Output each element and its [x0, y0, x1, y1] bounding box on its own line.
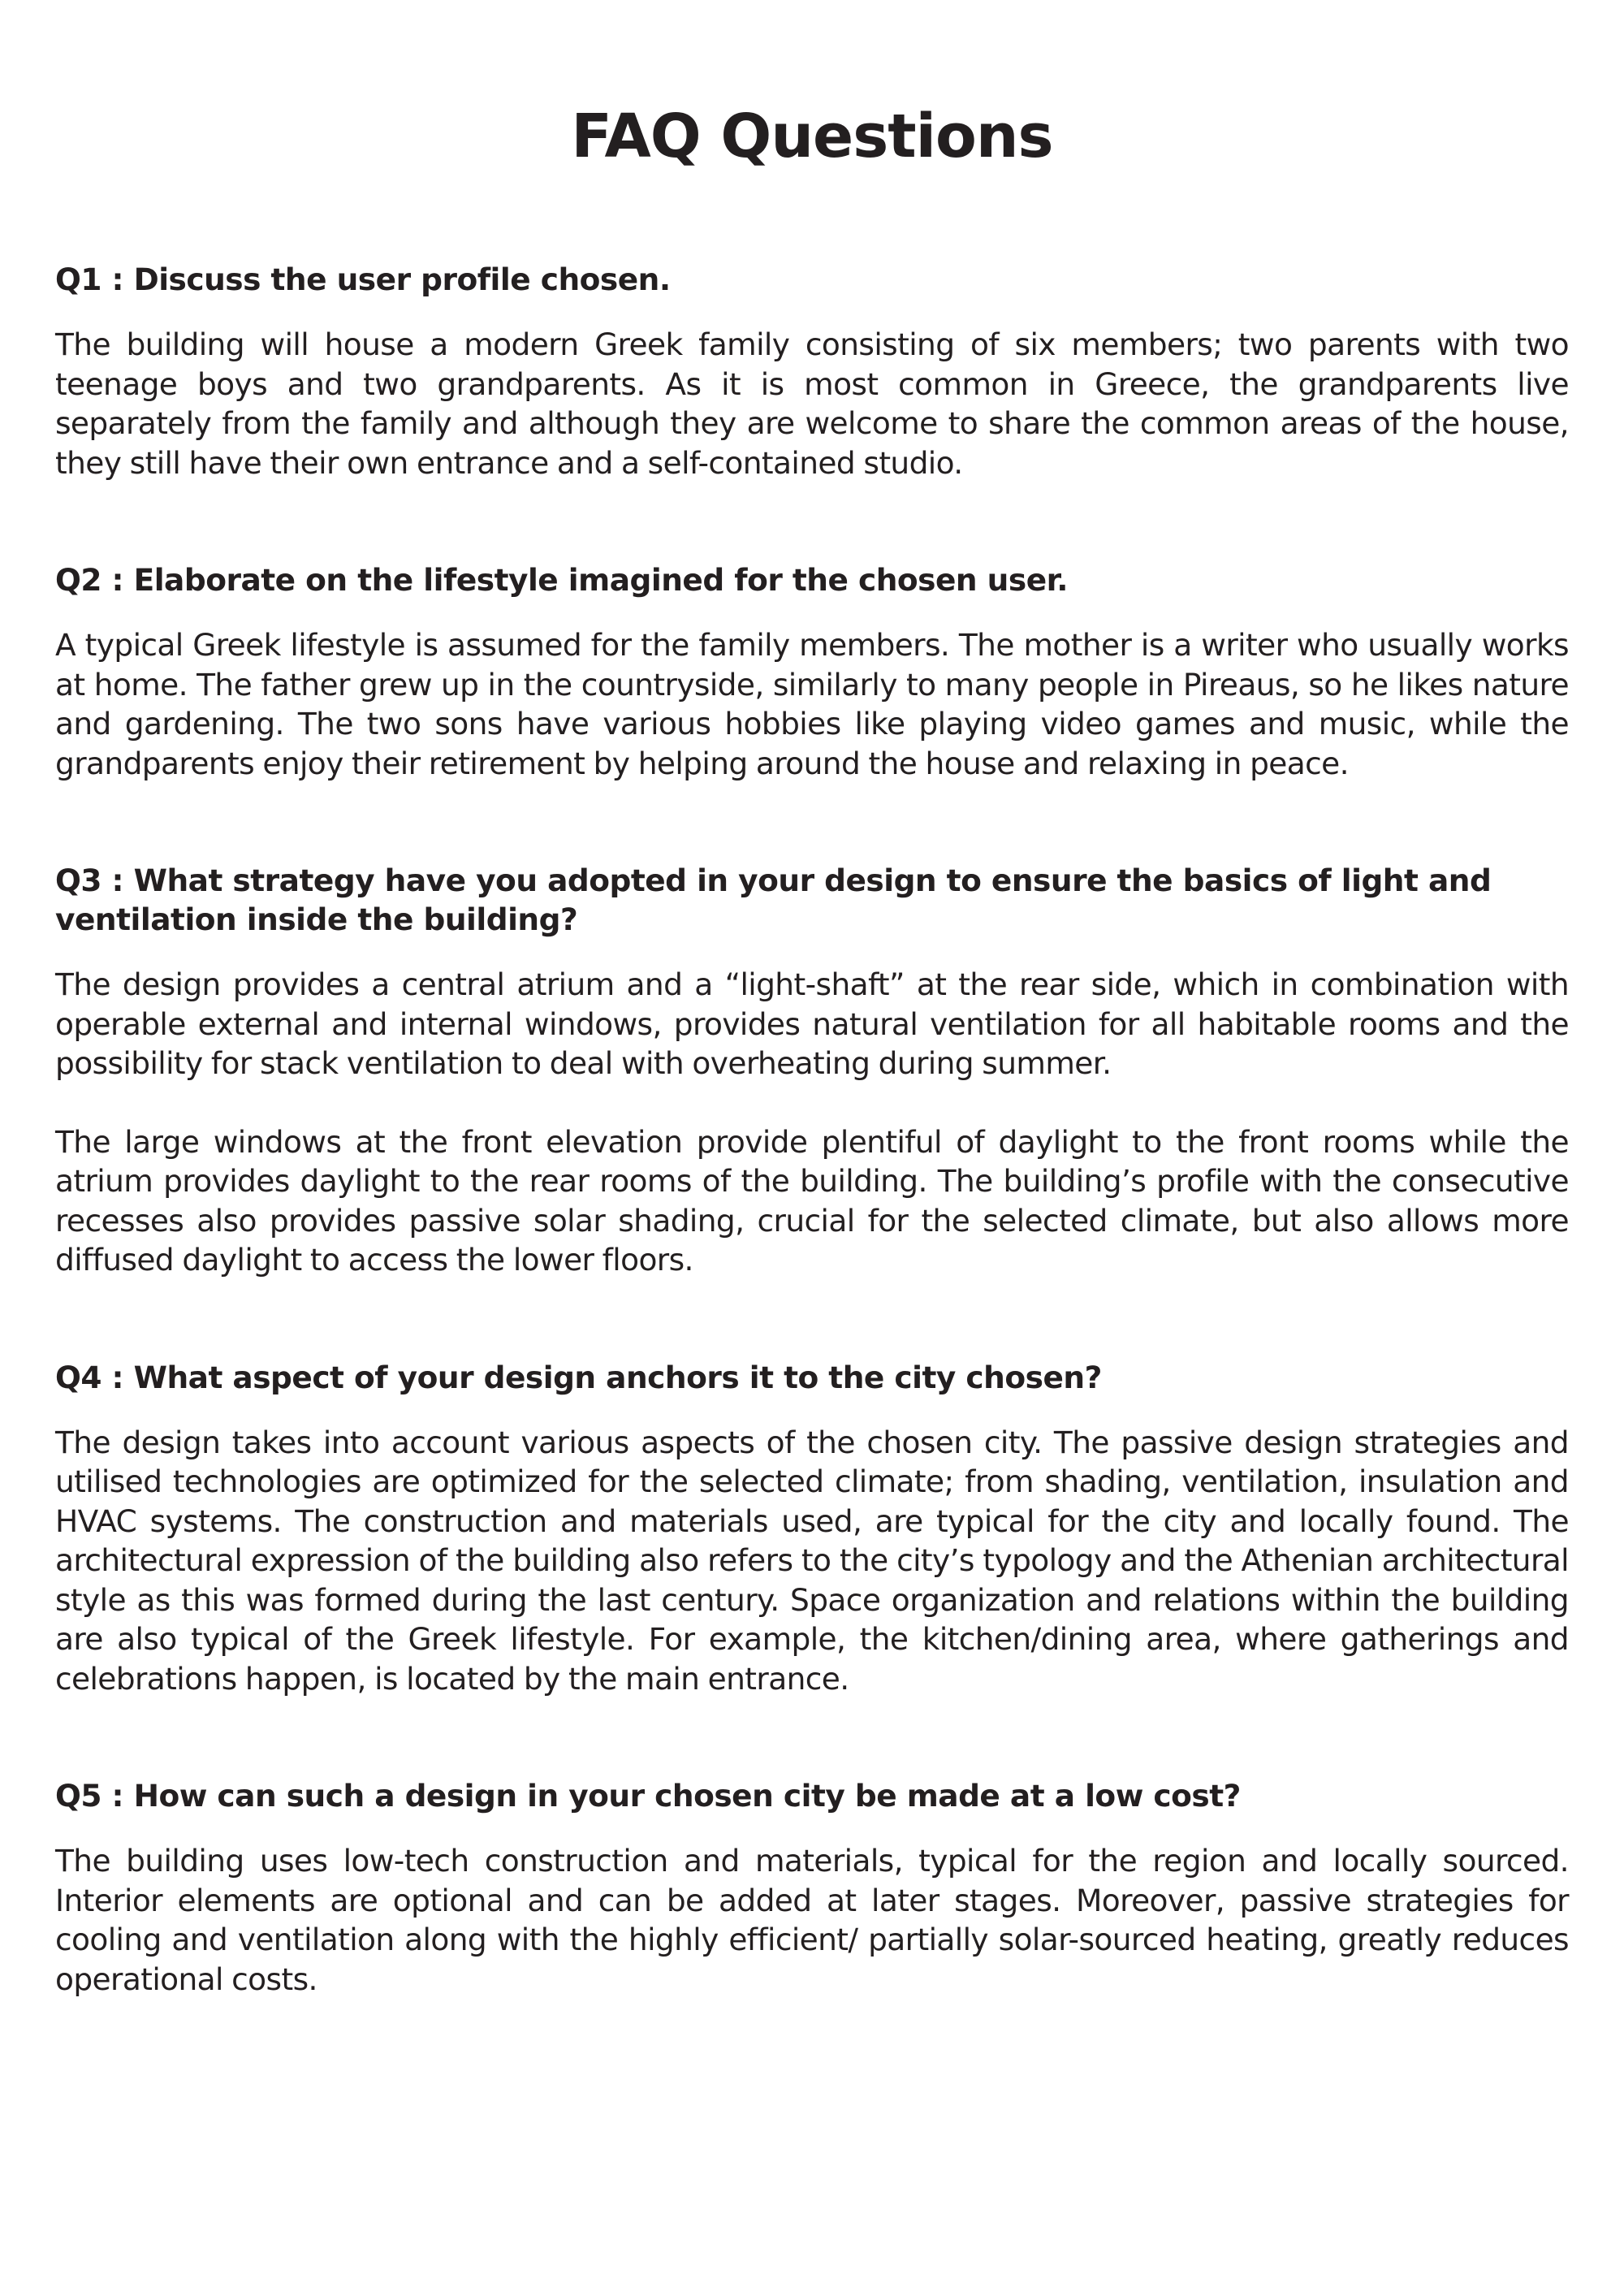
faq-question: Q4 : What aspect of your design anchors it to the city chosen?: [55, 1359, 1102, 1395]
faq-answer: The building will house a modern Greek family consisting of six members; two parents with two teenage boys and two grandparents. As it is most common in Greece, the grandparents live separately from the family and although they are welcome to share the common areas of the house, they still have their own entrance and a self-contained studio.: [55, 326, 1569, 481]
faq-answer: The design provides a central atrium and a “light-shaft” at the rear side, which in combination with operable external and internal windows, provides natural ventilation for all habitable rooms and the possibility for stack ventilation to deal with overheating during summer.: [55, 966, 1569, 1081]
faq-item-q1: [55, 260, 1569, 482]
page-title: FAQ Questions: [571, 102, 1053, 171]
faq-item-q3: [55, 861, 1569, 1280]
faq-item-q5: [55, 1776, 1569, 1999]
faq-answer: A typical Greek lifestyle is assumed for the family members. The mother is a writer who usually works at home. The father grew up in the countryside, similarly to many people in Pireaus, so he likes nature and gardening. The two sons have various hobbies like playing video games and music, while the grandparents enjoy their retirement by helping around the house and relaxing in peace.: [55, 627, 1569, 781]
faq-question: Q2 : Elaborate on the lifestyle imagined for the chosen user.: [55, 562, 1069, 598]
faq-answer: The large windows at the front elevation provide plentiful of daylight to the front rooms while the atrium provides daylight to the rear rooms of the building. The building’s profile with the consecutive recesses also provides passive solar shading, crucial for the selected climate, but also allows more diffused daylight to access the lower floors.: [55, 1123, 1569, 1278]
faq-item-q4: [55, 1358, 1569, 1699]
faq-answer: The building uses low-tech construction and materials, typical for the region and locally sourced. Interior elements are optional and can be added at later stages. Moreover, passive strategies for cooling and ventilation along with the highly efficient/ partially solar-sourced heating, greatly reduces operational costs.: [55, 1843, 1569, 1997]
faq-item-q2: [55, 560, 1569, 783]
faq-answer: The design takes into account various aspects of the chosen city. The passive design strategies and utilised technologies are optimized for the selected climate; from shading, ventilation, insulation and HVAC systems. The construction and materials used, are typical for the city and locally found. The architectural expression of the building also refers to the city’s typology and the Athenian architectural style as this was formed during the last century. Space organization and relations within the building are also typical of the Greek lifestyle. For example, the kitchen/dining area, where gatherings and celebrations happen, is located by the main entrance.: [55, 1424, 1569, 1697]
faq-question: Q5 : How can such a design in your chosen city be made at a low cost?: [55, 1778, 1241, 1814]
faq-question: Q3 : What strategy have you adopted in your design to ensure the basics of light and ventilation inside the building?: [55, 863, 1492, 937]
faq-question: Q1 : Discuss the user profile chosen.: [55, 262, 671, 297]
faq-list: [55, 260, 1569, 1999]
